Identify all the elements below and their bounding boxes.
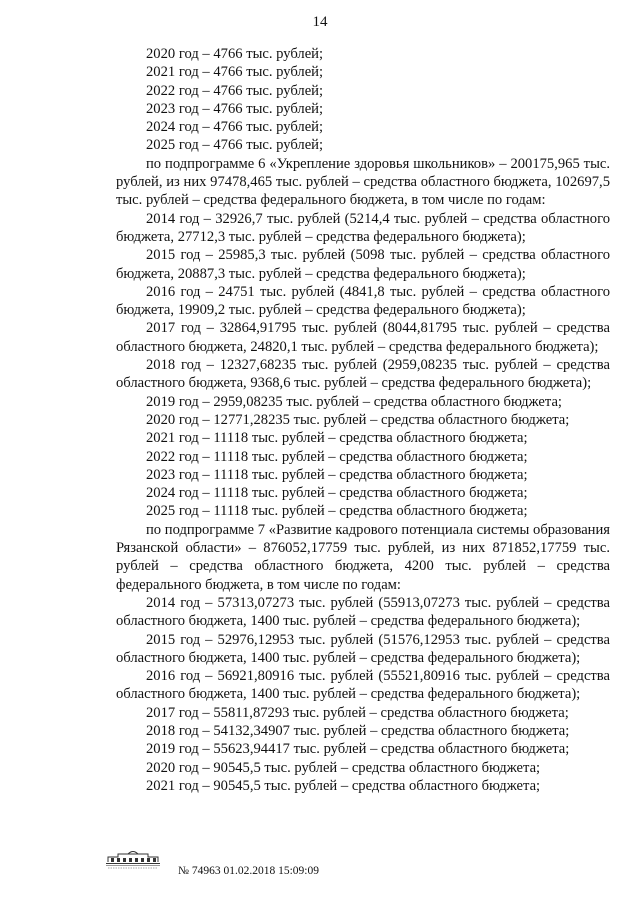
paragraph: 2021 год – 4766 тыс. рублей; (146, 64, 324, 81)
paragraph: 2025 год – 4766 тыс. рублей; (146, 137, 324, 154)
paragraph: 2023 год – 11118 тыс. рублей – средства областного бюджета; (146, 466, 528, 483)
paragraph: 2019 год – 2959,08235 тыс. рублей – средства областного бюджета; (146, 393, 562, 410)
paragraph: 2025 год – 11118 тыс. рублей – средства областного бюджета; (146, 503, 528, 520)
paragraph: 2018 год – 54132,34907 тыс. рублей – средства областного бюджета; (146, 722, 570, 739)
paragraph: 2018 год – 12327,68235 тыс. рублей (2959,08235 тыс. рублей – средства областного бюджета, 9368,6 тыс. рублей – средства федерального бюджета); (116, 357, 610, 392)
paragraph: 2019 год – 55623,94417 тыс. рублей – средства областного бюджета; (146, 741, 570, 758)
paragraph: по подпрограмме 6 «Укрепление здоровья школьников» – 200175,965 тыс. рублей, из них 97478,465 тыс. рублей – средства областного бюджета, 102697,5 тыс. рублей – средства федерального бюджета, в том числе по годам: (116, 155, 610, 209)
paragraph: 2015 год – 52976,12953 тыс. рублей (51576,12953 тыс. рублей – средства областного бюджета, 1400 тыс. рублей – средства федерального бюджета); (116, 631, 610, 666)
paragraph: 2020 год – 12771,28235 тыс. рублей – средства областного бюджета; (146, 411, 570, 428)
paragraph: по подпрограмме 7 «Развитие кадрового потенциала системы образования Рязанской области» – 876052,17759 тыс. рублей, из них 871852,17759 тыс. рублей – средства областного бюджета, 4200 тыс. рублей – средства федерального бюджета, в том числе по годам: (116, 521, 610, 593)
paragraph: 2017 год – 55811,87293 тыс. рублей – средства областного бюджета; (146, 704, 569, 721)
paragraph: 2014 год – 57313,07273 тыс. рублей (55913,07273 тыс. рублей – средства областного бюджета, 1400 тыс. рублей – средства федерального бюджета); (116, 594, 610, 630)
paragraph: 2022 год – 4766 тыс. рублей; (146, 82, 324, 99)
page-number: 14 (312, 14, 328, 30)
paragraph: 2015 год – 25985,3 тыс. рублей (5098 тыс. рублей – средства областного бюджета, 20887,3 тыс. рублей – средства федерального бюджета); (116, 247, 610, 282)
paragraph: 2020 год – 90545,5 тыс. рублей – средства областного бюджета; (146, 759, 541, 776)
document-body (116, 45, 610, 795)
paragraph: 2021 год – 90545,5 тыс. рублей – средства областного бюджета; (146, 777, 541, 794)
paragraph: 2016 год – 24751 тыс. рублей (4841,8 тыс. рублей – средства областного бюджета, 19909,2 тыс. рублей – средства федерального бюджета); (116, 283, 610, 319)
paragraph: 2020 год – 4766 тыс. рублей; (146, 46, 324, 62)
paragraph: 2022 год – 11118 тыс. рублей – средства областного бюджета; (146, 448, 528, 465)
paragraph: 2017 год – 32864,91795 тыс. рублей (8044,81795 тыс. рублей – средства областного бюджета, 24820,1 тыс. рублей – средства федерального бюджета); (116, 320, 610, 355)
paragraph: 2023 год – 4766 тыс. рублей; (146, 100, 324, 117)
registration-stamp-icon (104, 848, 162, 870)
paragraph: 2014 год – 32926,7 тыс. рублей (5214,4 тыс. рублей – средства областного бюджета, 27712,3 тыс. рублей – средства федерального бюджета); (116, 210, 610, 245)
paragraph: 2024 год – 4766 тыс. рублей; (146, 119, 324, 136)
paragraph: 2021 год – 11118 тыс. рублей – средства областного бюджета; (146, 430, 528, 447)
paragraph: 2016 год – 56921,80916 тыс. рублей (55521,80916 тыс. рублей – средства областного бюджета, 1400 тыс. рублей – средства федерального бюджета); (116, 668, 610, 703)
paragraph: 2024 год – 11118 тыс. рублей – средства областного бюджета; (146, 485, 528, 502)
registration-mark: № 74963 01.02.2018 15:09:09 (178, 865, 319, 877)
